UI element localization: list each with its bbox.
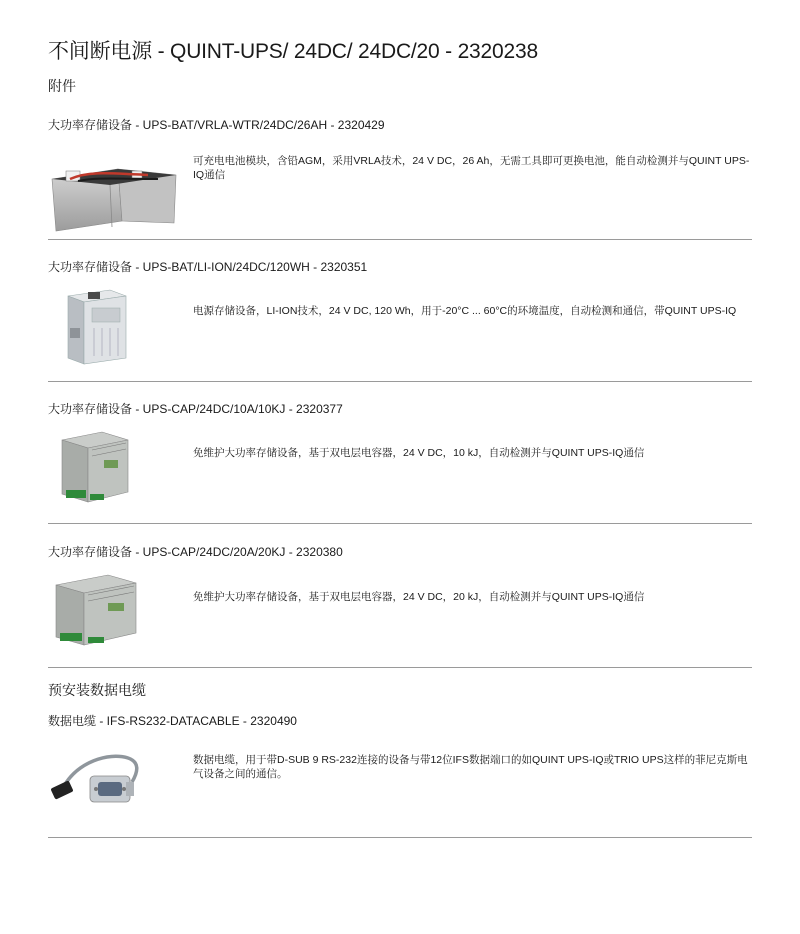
accessory-title[interactable]: 大功率存储设备 - UPS-CAP/24DC/20A/20KJ - 2320380 bbox=[48, 545, 343, 559]
divider bbox=[48, 523, 752, 524]
accessory-title[interactable]: 大功率存储设备 - UPS-CAP/24DC/10A/10KJ - 2320377 bbox=[48, 402, 343, 416]
divider bbox=[48, 667, 752, 668]
battery-module-vrla-image[interactable] bbox=[48, 161, 178, 239]
accessory-description: 免维护大功率存储设备，基于双电层电容器，24 V DC，10 kJ，自动检测并与QUINT UPS-IQ通信 bbox=[193, 447, 645, 459]
accessory-title[interactable]: 大功率存储设备 - UPS-BAT/LI-ION/24DC/120WH - 2320351 bbox=[48, 260, 368, 274]
section-heading-accessories: 附件 bbox=[48, 78, 76, 94]
capacitor-module-20kj-image[interactable] bbox=[48, 573, 178, 651]
accessory-description: 免维护大功率存储设备，基于双电层电容器，24 V DC，20 kJ，自动检测并与QUINT UPS-IQ通信 bbox=[193, 591, 645, 603]
accessory-title[interactable]: 数据电缆 - IFS-RS232-DATACABLE - 2320490 bbox=[48, 714, 297, 728]
divider bbox=[48, 837, 752, 838]
section-heading-data-cables: 预安装数据电缆 bbox=[48, 682, 146, 698]
accessory-title[interactable]: 大功率存储设备 - UPS-BAT/VRLA-WTR/24DC/26AH - 2320429 bbox=[48, 118, 385, 132]
accessory-description: 数据电缆，用于带D-SUB 9 RS-232连接的设备与带12位IFS数据端口的如QUINT UPS-IQ或TRIO UPS这样的菲尼克斯电气设备之间的通信。 bbox=[193, 754, 748, 780]
page-title: 不间断电源 - QUINT-UPS/ 24DC/ 24DC/20 - 2320238 bbox=[48, 40, 538, 63]
capacitor-module-10kj-image[interactable] bbox=[48, 430, 178, 508]
battery-module-li-ion-image[interactable] bbox=[48, 288, 178, 366]
divider bbox=[48, 239, 752, 240]
divider bbox=[48, 381, 752, 382]
accessory-description: 可充电电池模块，含铅AGM，采用VRLA技术，24 V DC，26 Ah，无需工具即可更换电池，能自动检测并与QUINT UPS-IQ通信 bbox=[193, 155, 750, 181]
accessory-description: 电源存储设备，LI-ION技术，24 V DC, 120 Wh，用于-20°C ... 60°C的环境温度，自动检测和通信，带QUINT UPS-IQ bbox=[193, 305, 737, 317]
rs232-data-cable-image[interactable] bbox=[48, 742, 178, 820]
